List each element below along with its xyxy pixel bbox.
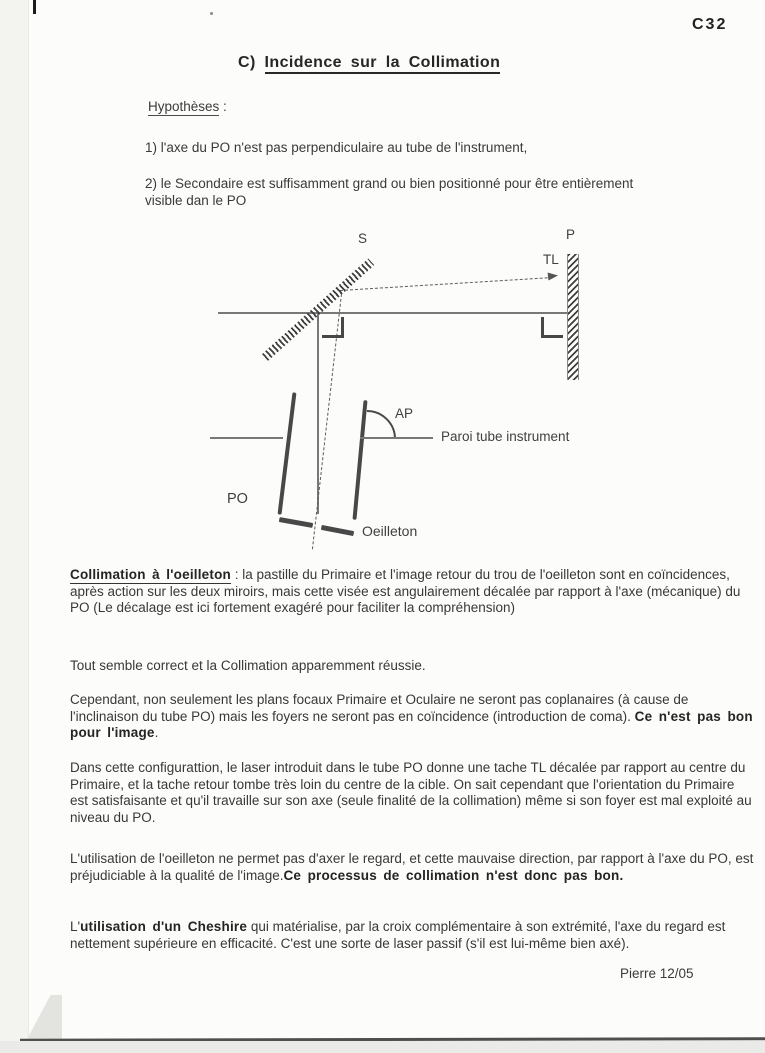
scan-background-below-page [0,1041,765,1053]
optical-axis-line [218,312,570,314]
hypotheses-heading-word: Hypothèses [148,99,220,114]
page-number: C32 [692,16,728,33]
paragraph-text: L'utilisation de l'oeilleton ne permet pas d'axer le regard, et cette mauvaise direction, par rapport à l'axe du PO, est préjudiciable à la qualité de l'image. [70,851,754,883]
paragraph-tout-semble: Tout semble correct et la Collimation apparemment réussie. [70,658,426,673]
right-angle-mark-primary [541,317,563,338]
scan-artifact-tick [33,0,36,14]
paragraph-lead-bold: Collimation à l'oeilleton [70,567,231,582]
paragraph-cheshire [70,919,754,952]
label-secondary: S [358,231,368,246]
primary-mirror-hatched [567,254,579,380]
scan-corner-shadow [0,995,62,1041]
label-angle-ap: AP [395,406,414,421]
paragraph-oeilleton-regard [70,851,754,884]
label-tube-wall: Paroi tube instrument [441,429,570,444]
right-angle-mark-secondary [322,317,344,338]
laser-spot-arrowhead [548,271,559,280]
label-eyepiece-cap: Oeilleton [362,523,418,539]
hypotheses-heading [148,99,227,114]
section-title-prefix: C) [238,54,256,71]
label-primary: P [566,227,576,242]
author-signature: Pierre 12/05 [620,966,694,981]
paragraph-text: Cependant, non seulement les plans focaux Primaire et Oculaire ne seront pas coplanaires (à cause de l'inclinaison du tube PO) mais les foyers ne seront pas en coïncidence (introduction de coma). [70,692,689,724]
paragraph-bold: Ce processus de collimation n'est donc pas bon. [283,867,624,883]
paragraph-bold: utilisation d'un Cheshire [80,919,248,934]
label-focuser-po: PO [227,491,248,507]
label-laser-spot: TL [543,252,559,267]
paragraph-laser: Dans cette configurattion, le laser introduit dans le tube PO donne une tache TL décalée par rapport au centre du Primaire, et la tache retour tombe très loin du centre de la cible. On sait cependant que l'orientation du Primaire est satisfaisante et qu'il travaille sur son axe (seule finalité de la collimation) même si son foyer est mal exploité au niveau du PO. [70,760,752,825]
tube-wall-line-left [210,437,283,439]
tube-wall-line-right [360,437,433,439]
paragraph-bold: Ce n'est pas bon pour l'image [70,708,753,741]
scan-left-edge [0,0,29,1041]
paragraph-period: . [154,725,159,741]
section-title-text: Incidence sur la Collimation [265,54,501,74]
paragraph-cependant [70,692,754,742]
hypothesis-2: 2) le Secondaire est suffisamment grand ou bien positionné pour être entièrement visible dan le PO [145,176,634,208]
scan-artifact-dot [210,12,213,15]
section-title [238,54,500,72]
hypothesis-1: 1) l'axe du PO n'est pas perpendiculaire au tube de l'instrument, [145,140,528,155]
paragraph-collimation-oeilleton [70,567,754,617]
hypotheses-heading-colon: : [219,99,227,114]
paragraph-text: : la pastille du Primaire et l'image retour du trou de l'oeilleton sont en coïncidences, après action sur les deux miroirs, mais cette visée est angulairement décalée par rapport à l'axe (mécanique) du PO (Le décalage est ici fortement exagéré pour faciliter la compréhension) [70,567,741,616]
paragraph-text: L' [70,919,81,934]
paragraph-text: qui matérialise, par la croix complémentaire à son extrémité, l'axe du regard est nettement supérieure en efficacité. C'est une sorte de laser passif (s'il est lui-même bien axé). [70,919,726,951]
